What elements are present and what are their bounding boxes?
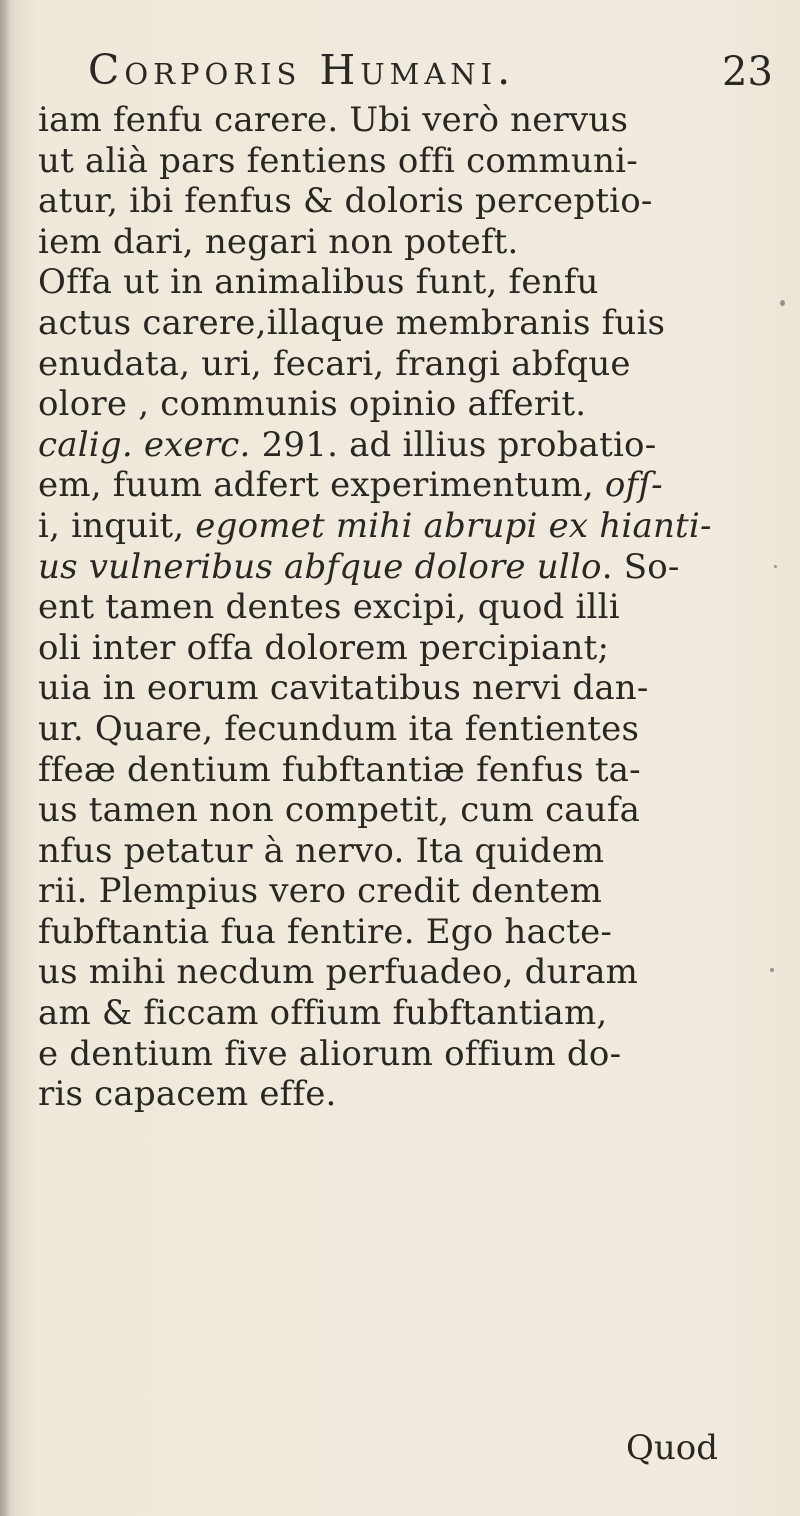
text-line (38, 222, 798, 263)
text-segment: ent tamen dentes excipi, quod illi (38, 587, 620, 628)
text-line (38, 465, 798, 506)
text-segment: us mihi necdum perfuadeo, duram (38, 952, 639, 993)
text-segment: atur, ibi fenfus & doloris perceptio- (38, 181, 653, 222)
text-line (38, 303, 798, 344)
text-segment: iem dari, negari non poteft. (38, 221, 519, 262)
text-segment: olore , communis opinio afferit. (38, 384, 587, 425)
text-segment: oli inter offa dolorem percipiant; (38, 627, 610, 668)
text-line (38, 1034, 798, 1075)
text-segment: ffeæ dentium fubftantiæ fenfus ta- (38, 749, 641, 790)
italic-segment: egomet mihi abrupi ex hianti- (195, 505, 712, 546)
text-line (38, 384, 798, 425)
paper-speck (780, 300, 785, 306)
text-line (38, 912, 798, 953)
text-line (38, 425, 798, 466)
text-segment: nfus petatur à nervo. Ita quidem (38, 830, 605, 871)
catchword: Quod (626, 1428, 719, 1468)
text-line (38, 750, 798, 791)
paper-speck (774, 565, 777, 568)
text-line (38, 668, 798, 709)
text-line (38, 344, 798, 385)
text-line (38, 100, 798, 141)
italic-segment: us vulneribus abfque dolore ullo (38, 546, 602, 587)
text-segment: Offa ut in animalibus funt, fenfu (38, 262, 599, 303)
text-segment: iam fenfu carere. Ubi verò nervus (38, 100, 629, 140)
text-segment: e dentium five aliorum offium do- (38, 1033, 622, 1074)
text-line (38, 547, 798, 588)
paper-speck (770, 968, 774, 972)
text-segment: enudata, uri, fecari, frangi abfque (38, 343, 631, 384)
italic-segment: ofſ- (604, 465, 663, 506)
text-line (38, 993, 798, 1034)
text-line (38, 1074, 798, 1115)
text-segment: . So- (601, 546, 680, 587)
text-segment: em, fuum adfert experimentum, (38, 465, 605, 506)
body-text (38, 100, 798, 1115)
text-segment: fubftantia fua fentire. Ego hacte- (38, 911, 613, 952)
text-line (38, 587, 798, 628)
text-line (38, 181, 798, 222)
text-line (38, 831, 798, 872)
text-segment: ris capacem effe. (38, 1074, 337, 1115)
text-line (38, 506, 798, 547)
text-segment: actus carere,illaque membranis fuis (38, 302, 666, 343)
text-line (38, 871, 798, 912)
italic-segment: calig. exerc. (38, 424, 262, 465)
text-line (38, 141, 798, 182)
text-segment: uia in eorum cavitatibus nervi dan- (38, 668, 649, 709)
text-segment: am & ficcam offium fubftantiam, (38, 993, 608, 1034)
text-line (38, 628, 798, 669)
text-line (38, 262, 798, 303)
running-head: Corporis Humani. (88, 46, 516, 94)
text-segment: ut alià pars fentiens offi communi- (38, 140, 638, 181)
text-line (38, 790, 798, 831)
text-segment: ur. Quare, fecundum ita fentientes (38, 708, 640, 749)
gutter-shadow (0, 0, 10, 1516)
text-segment: us tamen non competit, cum caufa (38, 790, 641, 831)
text-segment: rii. Plempius vero credit dentem (38, 871, 603, 912)
page-number: 23 (722, 49, 773, 95)
text-segment: i, inquit, (38, 505, 196, 546)
text-segment: 291. ad illius probatio- (261, 424, 657, 465)
page-header (88, 40, 788, 100)
text-line (38, 952, 798, 993)
text-line (38, 709, 798, 750)
